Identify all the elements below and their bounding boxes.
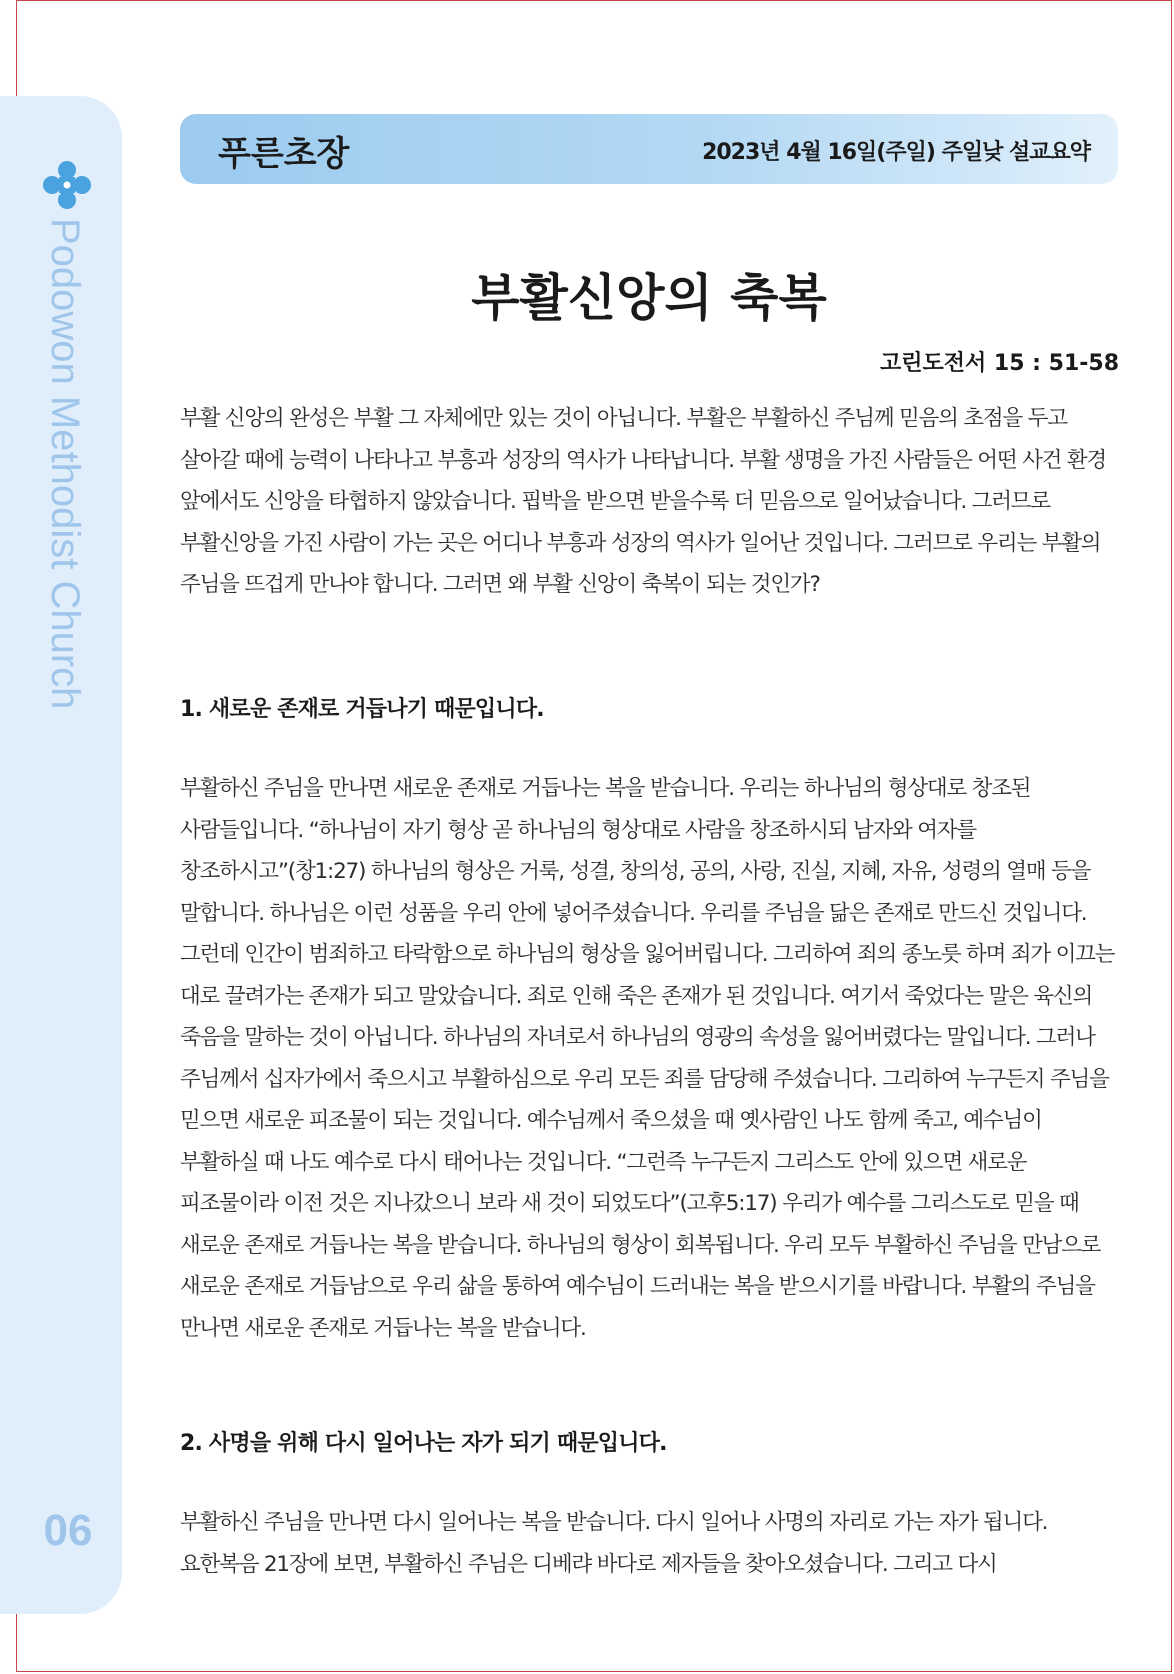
point-2-heading: 2. 사명을 위해 다시 일어나는 자가 되기 때문입니다.	[180, 1431, 667, 1456]
section-title: 푸른초장	[218, 134, 350, 174]
intro-paragraph: 부활 신앙의 완성은 부활 그 자체에만 있는 것이 아닙니다. 부활은 부활하신 주님께 믿음의 초점을 두고 살아갈 때에 능력이 나타나고 부흥과 성장의 역사가 나타납니다. 부활 생명을 가진 사람들은 어떤 사건 환경 앞에서도 신앙을 타협하지 않았습니다. 핍박을 받으면 받을수록 더 믿음으로 일어났습니다. 그러므로 부활신앙을 가진 사람이 가는 곳은 어디나 부흥과 성장의 역사가 일어난 것입니다. 그러므로 우리는 부활의 주님을 뜨겁게 만나야 합니다. 그러면 왜 부활 신앙이 축복이 되는 것인가?	[180, 406, 1106, 597]
point-2-paragraph: 부활하신 주님을 만나면 다시 일어나는 복을 받습니다. 다시 일어나 사명의 자리로 가는 자가 됩니다. 요한복음 21장에 보면, 부활하신 주님은 디베랴 바다로 제자들을 찾아오셨습니다. 그리고 다시	[180, 1510, 1048, 1577]
cross-icon	[42, 160, 92, 210]
church-name: Podowon Methodist Church	[43, 218, 87, 710]
page-number: 06	[43, 1506, 93, 1555]
header-bar	[180, 114, 1118, 184]
point-1-heading: 1. 새로운 존재로 거듭나기 때문입니다.	[180, 697, 544, 722]
sermon-date: 2023년 4월 16일(주일) 주일낮 설교요약	[702, 140, 1090, 165]
sermon-title: 부활신앙의 축복	[471, 268, 827, 327]
scripture-reference: 고린도전서 15 : 51-58	[879, 351, 1119, 376]
point-1-paragraph: 부활하신 주님을 만나면 새로운 존재로 거듭나는 복을 받습니다. 우리는 하나님의 형상대로 창조된 사람들입니다. “하나님이 자기 형상 곧 하나님의 형상대로 사람을 창조하시되 남자와 여자를 창조하시고”(창1:27) 하나님의 형상은 거룩, 성결, 창의성, 공의, 사랑, 진실, 지혜, 자유, 성령의 열매 등을 말합니다. 하나님은 이런 성품을 우리 안에 넣어주셨습니다. 우리를 주님을 닮은 존재로 만드신 것입니다. 그런데 인간이 범죄하고 타락함으로 하나님의 형상을 잃어버립니다. 그리하여 죄의 종노릇 하며 죄가 이끄는 대로 끌려가는 존재가 되고 말았습니다. 죄로 인해 죽은 존재가 된 것입니다. 여기서 죽었다는 말은 육신의 죽음을 말하는 것이 아닙니다. 하나님의 자녀로서 하나님의 영광의 속성을 잃어버렸다는 말입니다. 그러나 주님께서 십자가에서 죽으시고 부활하심으로 우리 모든 죄를 담당해 주셨습니다. 그리하여 누구든지 주님을 믿으면 새로운 피조물이 되는 것입니다. 예수님께서 죽으셨을 때 옛사람인 나도 함께 죽고, 예수님이 부활하실 때 나도 예수로 다시 태어나는 것입니다. “그런즉 누구든지 그리스도 안에 있으면 새로운 피조물이라 이전 것은 지나갔으니 보라 새 것이 되었도다”(고후5:17) 우리가 예수를 그리스도로 믿을 때 새로운 존재로 거듭나는 복을 받습니다. 하나님의 형상이 회복됩니다. 우리 모두 부활하신 주님을 만남으로 새로운 존재로 거듭남으로 우리 삶을 통하여 예수님이 드러내는 복을 받으시기를 바랍니다. 부활의 주님을 만나면 새로운 존재로 거듭나는 복을 받습니다.	[180, 776, 1115, 1341]
